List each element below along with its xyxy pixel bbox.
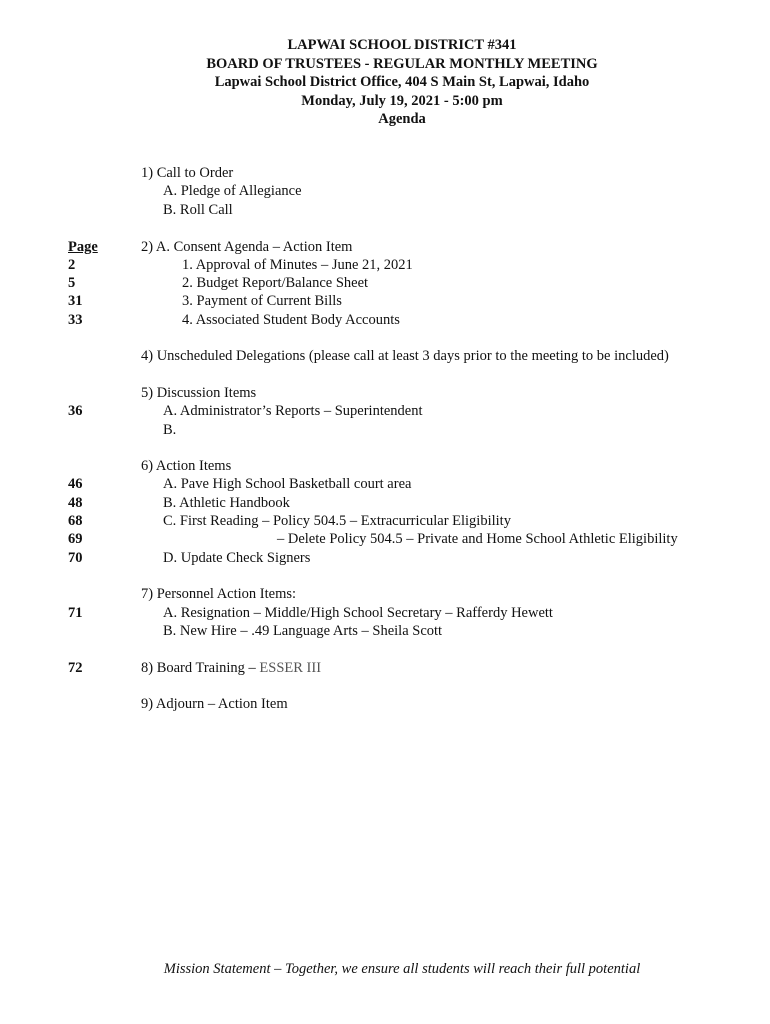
page-number: 48 [68, 495, 83, 511]
page-column-heading: Page [68, 239, 98, 255]
agenda-item-call-to-order: 1) Call to Order [141, 165, 234, 181]
board-training-label: 8) Board Training – [141, 660, 260, 676]
agenda-item-discussion: 5) Discussion Items [141, 385, 257, 401]
agenda-item-delegations: 4) Unscheduled Delegations (please call at least 3 days prior to the meeting to be included) [141, 348, 669, 364]
agenda-subitem: A. Pave High School Basketball court area [163, 476, 412, 492]
agenda-subitem: B. Athletic Handbook [163, 495, 290, 511]
page-number: 69 [68, 531, 83, 547]
page-number: 2 [68, 257, 76, 273]
page-number: 68 [68, 513, 83, 529]
page-number: 31 [68, 293, 83, 309]
agenda-subitem: 2. Budget Report/Balance Sheet [182, 275, 369, 291]
meeting-title: BOARD OF TRUSTEES - REGULAR MONTHLY MEETING [206, 55, 598, 72]
page-number: 36 [68, 403, 83, 419]
document-header [0, 36, 770, 129]
page-number: 72 [68, 660, 83, 676]
page-number: 46 [68, 476, 83, 492]
agenda-item-action: 6) Action Items [141, 458, 232, 474]
mission-statement: Mission Statement – Together, we ensure all students will reach their full potential [163, 961, 641, 977]
agenda-item-adjourn: 9) Adjourn – Action Item [141, 696, 288, 712]
district-name: LAPWAI SCHOOL DISTRICT #341 [287, 37, 517, 53]
agenda-subitem: A. Administrator’s Reports – Superintendent [163, 403, 423, 419]
agenda-subitem: – Delete Policy 504.5 – Private and Home School Athletic Eligibility [277, 531, 678, 547]
meeting-datetime: Monday, July 19, 2021 - 5:00 pm [301, 92, 503, 109]
agenda-subitem: 1. Approval of Minutes – June 21, 2021 [182, 257, 413, 273]
agenda-item-consent: 2) A. Consent Agenda – Action Item [141, 239, 353, 255]
agenda-item-board-training [141, 659, 321, 677]
agenda-subitem: C. First Reading – Policy 504.5 – Extracurricular Eligibility [163, 513, 511, 529]
agenda-subitem: B. [163, 422, 177, 438]
meeting-location: Lapwai School District Office, 404 S Main St, Lapwai, Idaho [214, 74, 590, 90]
agenda-item-personnel: 7) Personnel Action Items: [141, 586, 297, 602]
agenda-subitem: B. Roll Call [163, 202, 233, 218]
agenda-subitem: D. Update Check Signers [163, 550, 311, 566]
document-type: Agenda [378, 111, 426, 127]
page-number: 33 [68, 312, 83, 328]
agenda-subitem: A. Pledge of Allegiance [163, 183, 302, 199]
agenda-subitem: B. New Hire – .49 Language Arts – Sheila Scott [163, 623, 443, 639]
page-number: 71 [68, 605, 83, 621]
agenda-subitem: A. Resignation – Middle/High School Secretary – Rafferdy Hewett [163, 605, 553, 621]
page-number: 5 [68, 275, 76, 291]
page-number: 70 [68, 550, 83, 566]
agenda-subitem: 4. Associated Student Body Accounts [182, 312, 400, 328]
esser-label: ESSER III [259, 660, 322, 676]
agenda-subitem: 3. Payment of Current Bills [182, 293, 342, 309]
